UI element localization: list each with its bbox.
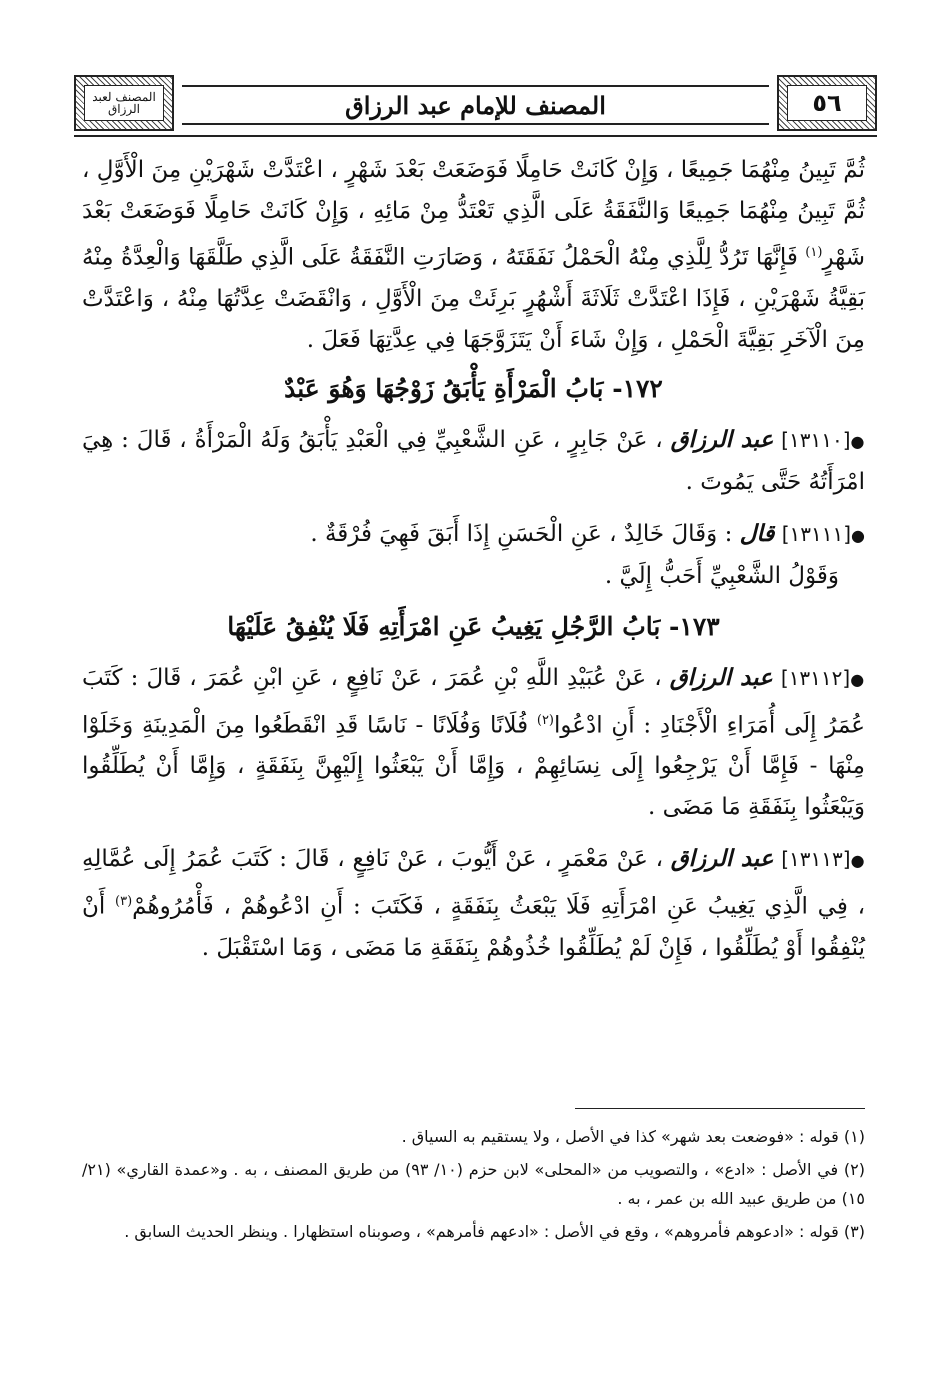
footnotes	[82, 1122, 865, 1250]
footnote-ref-1: (١)	[805, 245, 823, 260]
bullet-icon: ●	[850, 431, 866, 451]
footnote-ref-2: (٢)	[536, 712, 554, 728]
hadith-number: [١٣١١٠]	[781, 427, 851, 452]
hadith-13112: ●[١٣١١٢] عبد الرزاق ، عَنْ عُبَيْدِ اللَّهِ بْنِ عُمَرَ ، عَنْ نَافِعٍ ، عَنِ ابْنِ عُمَرَ ، قَالَ : كَتَبَ عُمَرُ إِلَى أُمَرَاءِ الْأَجْنَادِ : أَنِ ادْعُوا$^{(٢)}$ فُلَانًا وَفُلَانًا - نَاسًا قَدِ انْقَطَعُوا مِنَ الْمَدِينَةِ وَخَلَوْا مِنْهَا - فَإِمَّا أَنْ يَرْجِعُوا إِلَى نِسَائِهِمْ ، وَإِمَّا أَنْ يَبْعَثُوا إِلَيْهِنَّ بِنَفَقَةٍ ، وَإِمَّا أَنْ يُطَلِّقُوا وَيَبْعَثُوا بِنَفَقَةِ مَا مَضَى .	[82, 663, 865, 821]
hadith-text: : وَقَالَ خَالِدٌ ، عَنِ الْحَسَنِ إِذَا أَبَقَ فَهِيَ فُرْقَةٌ .	[310, 520, 733, 547]
hadith-13111	[82, 513, 865, 556]
footnote-3: (٣) قوله : «ادعوهم فأمروهم» ، وقع في الأصل : «ادعهم فأمرهم» ، وصوبناه استظهارا . وينظر الحديث السابق .	[124, 1222, 865, 1241]
hadith-13111-comment: وَقَوْلُ الشَّعْبِيِّ أَحَبُّ إِلَيَّ .	[604, 562, 839, 589]
hadith-number: [١٣١١١]	[781, 521, 852, 546]
book-emblem-logo: المصنف لعبد الرزاق	[92, 90, 156, 116]
page-number: ٥٦	[812, 89, 842, 117]
chapter-heading-172: ١٧٢- بَابُ الْمَرْأَةِ يَأْبَقُ زَوْجُهَا وَهُوَ عَبْدٌ	[284, 373, 663, 403]
running-title: المصنف للإمام عبد الرزاق	[345, 90, 606, 120]
main-text	[82, 150, 865, 979]
footnote-2: (٢) في الأصل : «ادع» ، والتصويب من «المحلى» لابن حزم (١٠/ ٩٣) من طريق المصنف ، به . و«عمدة القاري» (٢١/ ١٥) من طريق عبيد الله بن عمر ، به .	[82, 1160, 865, 1208]
continuation-paragraph: ثُمَّ تَبِينُ مِنْهُمَا جَمِيعًا ، وَإِنْ كَانَتْ حَامِلًا فَوَضَعَتْ بَعْدَ شَهْرٍ ، اعْتَدَّتْ شَهْرَيْنِ مِنَ الْأَوَّلِ ، ثُمَّ تَبِينُ مِنْهُمَا جَمِيعًا وَالنَّفَقَةُ عَلَى الَّذِي تَعْتَدُّ مِنْ مَائِهِ ، وَإِنْ كَانَتْ حَامِلًا فَوَضَعَتْ بَعْدَ شَهْرٍ$^{(١)}$ فَإِنَّهَا تَرُدُّ لِلَّذِي مِنْهُ الْحَمْلُ نَفَقَتَهُ ، وَصَارَتِ النَّفَقَةُ عَلَى الَّذِي طَلَّقَهَا وَالْعِدَّةُ مِنْهُ بَقِيَّةُ شَهْرَيْنِ ، فَإِذَا اعْتَدَّتْ ثَلَاثَةَ أَشْهُرٍ بَرِئَتْ مِنَ الْأَوَّلِ ، وَانْقَضَتْ عِدَّتُهَا مِنْهُ ، وَاعْتَدَّتْ مِنَ الْآخَرِ بَقِيَّةَ الْحَمْلِ ، وَإِنْ شَاءَ أَنْ يَتَزَوَّجَهَا فِي عِدَّتِهَا فَعَلَ .	[82, 157, 866, 353]
hadith-source: عبد الرزاق	[670, 425, 774, 453]
hadith-number: [١٣١١٣]	[781, 847, 851, 872]
header-rule	[74, 135, 877, 137]
hadith-source: عبد الرزاق	[669, 663, 773, 691]
hadith-13113: ●[١٣١١٣] عبد الرزاق ، عَنْ مَعْمَرٍ ، عَنْ أَيُّوبَ ، عَنْ نَافِعٍ ، قَالَ : كَتَبَ عُمَرُ إِلَى عُمَّالِهِ ، فِي الَّذِي يَغِيبُ عَنِ امْرَأَتِهِ فَلَا يَبْعَثُ بِنَفَقَةٍ ، فَكَتَبَ : أَنِ ادْعُوهُمْ ، فَأْمُرُوهُمْ$^{(٣)}$ أَنْ يُنْفِقُوا أَوْ يُطَلِّقُوا ، فَإِنْ لَمْ يُطَلِّقُوا خُذُوهُمْ بِنَفَقَةِ مَا مَضَى ، وَمَا اسْتَقْبَلَ .	[82, 845, 866, 961]
bullet-icon: ●	[850, 669, 865, 689]
chapter-heading-173: ١٧٣- بَابُ الرَّجُلِ يَغِيبُ عَنِ امْرَأَتِهِ فَلَا يُنْفِقُ عَلَيْهَا	[227, 611, 720, 641]
hadith-text: ، عَنْ جَابِرٍ ، عَنِ الشَّعْبِيِّ فِي الْعَبْدِ يَأْبَقُ وَلَهُ الْمَرْأَةُ ، قَالَ : هِيَ امْرَأَتُهُ حَتَّى يَمُوتَ .	[82, 426, 865, 495]
footnote-separator	[575, 1108, 865, 1109]
page-number-ornament	[777, 75, 877, 131]
footnote-1: (١) قوله : «فوضعت بعد شهر» كذا في الأصل ، ولا يستقيم به السياق .	[401, 1127, 865, 1146]
footnote-ref-3: (٣)	[115, 894, 133, 910]
hadith-13110	[82, 419, 865, 503]
page-header	[74, 75, 877, 133]
bullet-icon: ●	[850, 851, 866, 871]
hadith-source: قال	[739, 519, 775, 547]
book-emblem-ornament	[74, 75, 174, 131]
bullet-icon: ●	[851, 525, 865, 545]
hadith-source: عبد الرزاق	[670, 845, 774, 873]
running-title-band	[182, 85, 769, 125]
hadith-number: [١٣١١٢]	[780, 665, 851, 690]
